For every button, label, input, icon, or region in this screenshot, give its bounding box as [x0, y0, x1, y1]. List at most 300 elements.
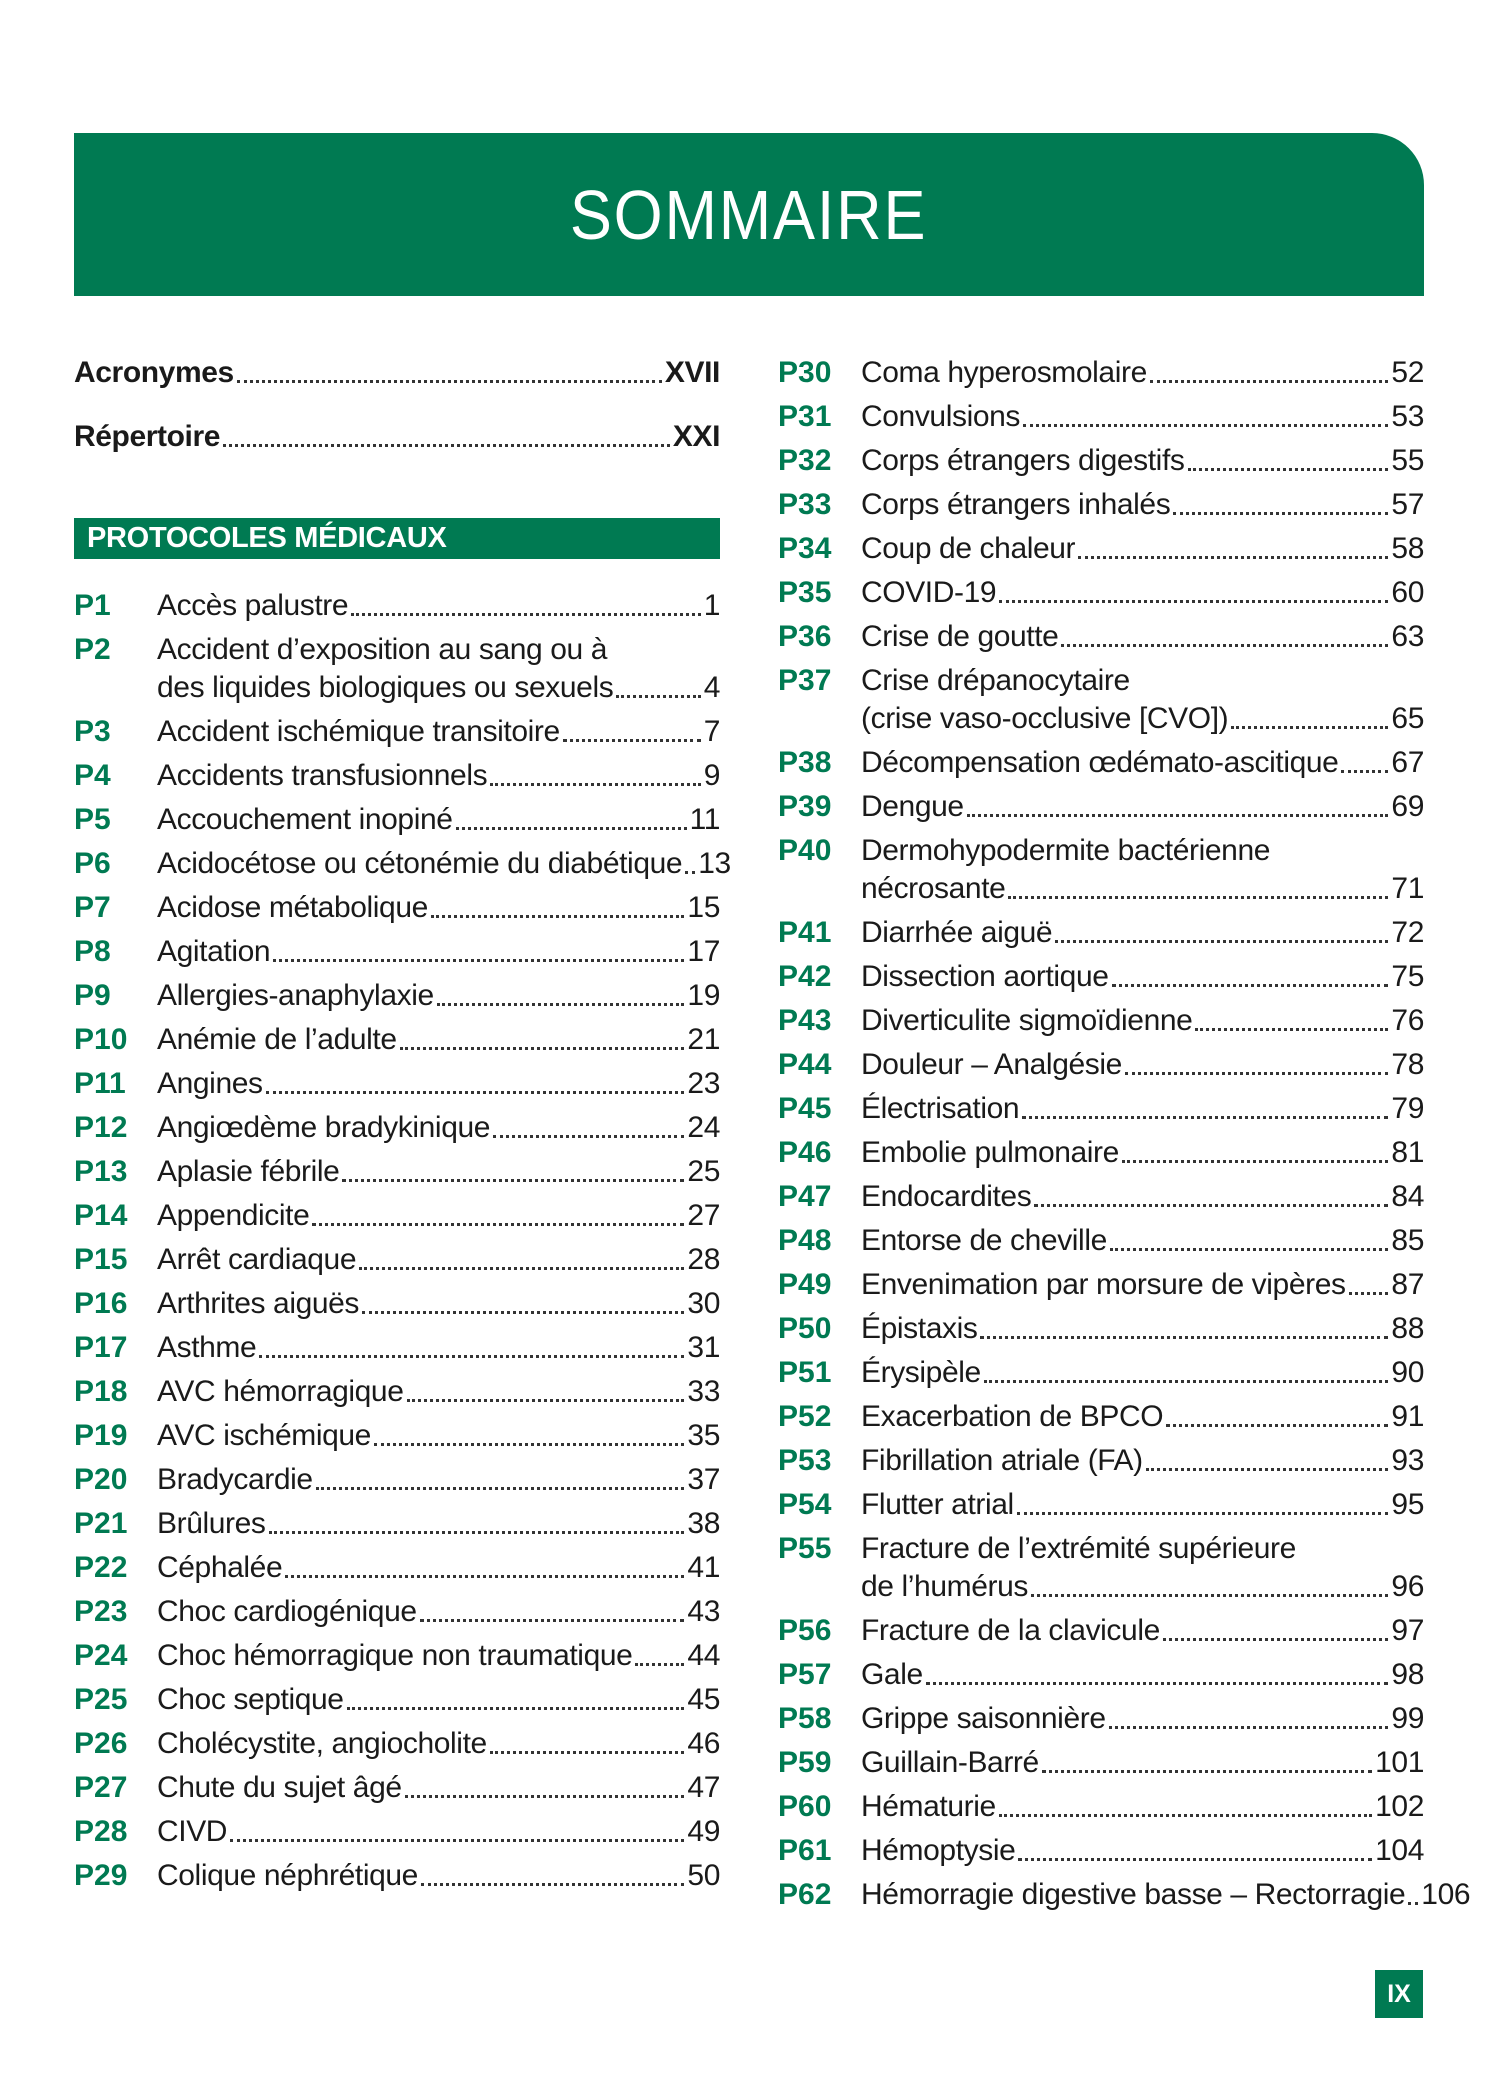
leader-dots [420, 1619, 685, 1622]
leader-dots [1112, 984, 1389, 987]
toc-entry [861, 354, 1424, 392]
protocol-code: P21 [74, 1507, 128, 1540]
leader-dots [999, 1814, 1372, 1817]
protocol-title: Acidocétose ou cétonémie du diabétique [157, 847, 683, 880]
protocol-page: 93 [1391, 1444, 1424, 1477]
protocol-page: 37 [687, 1463, 720, 1496]
protocol-code: P9 [74, 979, 111, 1012]
protocol-title: Coma hyperosmolaire [861, 356, 1147, 389]
leader-dots [926, 1682, 1389, 1685]
toc-item[interactable] [778, 1178, 1424, 1216]
toc-entry [157, 1153, 720, 1191]
leader-dots [1034, 1204, 1388, 1207]
toc-item[interactable] [778, 1486, 1424, 1524]
protocol-code: P33 [778, 488, 832, 521]
protocol-code: P16 [74, 1287, 128, 1320]
protocol-page: 35 [687, 1419, 720, 1452]
protocol-page: 63 [1391, 620, 1424, 653]
protocol-list-left [74, 587, 731, 1895]
protocol-page: 91 [1391, 1400, 1424, 1433]
protocol-page: 7 [703, 715, 720, 748]
toc-entry [861, 618, 1424, 656]
protocol-body [861, 1310, 1424, 1348]
toc-item[interactable] [778, 1354, 1424, 1392]
leader-dots [616, 695, 700, 698]
protocol-body [157, 889, 720, 927]
leader-dots [266, 1091, 685, 1094]
protocol-code: P59 [778, 1746, 832, 1779]
protocol-body [157, 713, 720, 751]
toc-item[interactable] [778, 1398, 1424, 1436]
protocol-title: Accident ischémique transitoire [157, 715, 560, 748]
protocol-title: Bradycardie [157, 1463, 313, 1496]
leader-dots [1122, 1160, 1388, 1163]
protocol-code: P4 [74, 759, 111, 792]
protocol-title: Appendicite [157, 1199, 310, 1232]
protocol-body [157, 977, 720, 1015]
protocol-body [157, 757, 720, 795]
leader-dots [362, 1311, 684, 1314]
protocol-title: Arrêt cardiaque [157, 1243, 357, 1276]
toc-item[interactable] [74, 889, 720, 927]
protocol-code: P12 [74, 1111, 128, 1144]
protocol-code: P3 [74, 715, 111, 748]
protocol-code: P34 [778, 532, 832, 565]
protocol-page: 79 [1391, 1092, 1424, 1125]
leader-dots [230, 1839, 684, 1842]
toc-item[interactable] [74, 1065, 720, 1103]
toc-item[interactable] [74, 1285, 720, 1323]
toc-item[interactable] [778, 788, 1424, 826]
leader-dots [359, 1267, 684, 1270]
protocol-body [861, 832, 1424, 908]
leader-dots [1408, 1902, 1418, 1905]
toc-item[interactable] [74, 1593, 720, 1631]
protocol-page: 43 [687, 1595, 720, 1628]
toc-item[interactable] [74, 1197, 720, 1235]
toc-item[interactable] [778, 1442, 1424, 1480]
protocol-body [861, 1046, 1424, 1084]
toc-entry-page: XXI [672, 420, 720, 453]
leader-dots [1173, 512, 1388, 515]
toc-item[interactable] [778, 1002, 1424, 1040]
toc-item[interactable] [74, 1857, 720, 1895]
toc-item[interactable] [74, 1769, 720, 1807]
protocol-page: 31 [687, 1331, 720, 1364]
protocol-code: P13 [74, 1155, 128, 1188]
toc-entry [861, 788, 1424, 826]
protocol-body [861, 1222, 1424, 1260]
protocol-body [861, 1134, 1424, 1172]
protocol-code: P7 [74, 891, 111, 924]
toc-item[interactable] [74, 1373, 720, 1411]
protocol-code: P24 [74, 1639, 128, 1672]
protocol-code: P2 [74, 633, 111, 666]
leader-dots [431, 915, 685, 918]
toc-item[interactable] [74, 631, 720, 707]
protocol-code: P46 [778, 1136, 832, 1169]
toc-entry [861, 1612, 1424, 1650]
leader-dots [437, 1003, 685, 1006]
toc-item[interactable] [778, 1744, 1424, 1782]
protocol-title: Coup de chaleur [861, 532, 1076, 565]
toc-item[interactable] [778, 832, 1424, 908]
toc-item[interactable] [74, 1549, 720, 1587]
toc-entry-repertoire[interactable] [74, 418, 720, 456]
toc-item[interactable] [74, 1109, 720, 1147]
toc-item[interactable] [778, 1134, 1424, 1172]
protocol-code: P10 [74, 1023, 128, 1056]
protocol-body [861, 1354, 1424, 1392]
protocol-page: 49 [687, 1815, 720, 1848]
protocol-title: Diarrhée aiguë [861, 916, 1053, 949]
protocol-title: Décompensation œdémato-ascitique [861, 746, 1339, 779]
toc-entry [157, 1813, 720, 1851]
toc-item[interactable] [74, 1417, 720, 1455]
toc-entry [157, 1285, 720, 1323]
toc-entry [861, 1442, 1424, 1480]
protocol-page: 21 [687, 1023, 720, 1056]
protocol-code: P37 [778, 664, 832, 697]
protocol-body [157, 1813, 720, 1851]
protocol-body [861, 1002, 1424, 1040]
leader-dots [285, 1575, 684, 1578]
toc-item[interactable] [778, 1876, 1471, 1914]
protocol-title: Fibrillation atriale (FA) [861, 1444, 1143, 1477]
toc-item[interactable] [74, 845, 731, 883]
leader-dots [493, 1135, 684, 1138]
leader-dots [490, 1751, 685, 1754]
protocol-page: 60 [1391, 576, 1424, 609]
toc-item[interactable] [74, 1505, 720, 1543]
toc-entry [157, 1549, 720, 1587]
protocol-page: 84 [1391, 1180, 1424, 1213]
protocol-title: Flutter atrial [861, 1488, 1014, 1521]
protocol-title: Colique néphrétique [157, 1859, 418, 1892]
leader-dots [1018, 1858, 1372, 1861]
protocol-body [157, 1065, 720, 1103]
toc-item[interactable] [778, 530, 1424, 568]
protocol-body [157, 1681, 720, 1719]
toc-entry [861, 870, 1424, 908]
protocol-body [157, 1769, 720, 1807]
toc-entry [157, 757, 720, 795]
protocol-title: Crise de goutte [861, 620, 1059, 653]
toc-entry [157, 801, 720, 839]
protocol-page: 45 [687, 1683, 720, 1716]
protocol-page: 24 [687, 1111, 720, 1144]
protocol-body [157, 1417, 720, 1455]
leader-dots [1166, 1424, 1388, 1427]
protocol-title: Allergies-anaphylaxie [157, 979, 434, 1012]
toc-entry [157, 1329, 720, 1367]
protocol-title: Acidose métabolique [157, 891, 428, 924]
toc-item[interactable] [778, 1832, 1424, 1870]
protocol-page: 81 [1391, 1136, 1424, 1169]
leader-dots [1163, 1638, 1389, 1641]
protocol-page: 53 [1391, 400, 1424, 433]
protocol-title: Endocardites [861, 1180, 1032, 1213]
protocol-body [157, 933, 720, 971]
protocol-body [861, 486, 1424, 524]
toc-entry-acronymes[interactable] [74, 354, 720, 392]
protocol-page: 99 [1391, 1702, 1424, 1735]
toc-item[interactable] [74, 713, 720, 751]
leader-dots [1349, 1292, 1389, 1295]
protocol-title: (crise vaso-occlusive [CVO]) [861, 702, 1229, 735]
protocol-code: P1 [74, 589, 111, 622]
toc-item[interactable] [778, 1090, 1424, 1128]
toc-entry [861, 1090, 1424, 1128]
protocol-body [157, 1285, 720, 1323]
toc-entry [157, 1593, 720, 1631]
protocol-body [861, 788, 1424, 826]
protocol-body [157, 1329, 720, 1367]
protocol-body [861, 1832, 1424, 1870]
toc-item[interactable] [74, 1241, 720, 1279]
protocol-title: Corps étrangers inhalés [861, 488, 1171, 521]
toc-item[interactable] [778, 1530, 1424, 1606]
protocol-body [861, 744, 1424, 782]
protocol-body [861, 1788, 1424, 1826]
protocol-title: COVID-19 [861, 576, 997, 609]
protocol-page: 96 [1391, 1570, 1424, 1603]
protocol-code: P50 [778, 1312, 832, 1345]
toc-entry [861, 1002, 1424, 1040]
protocol-code: P56 [778, 1614, 832, 1647]
leader-dots [1031, 1594, 1388, 1597]
protocol-code: P62 [778, 1878, 832, 1911]
toc-item[interactable] [778, 618, 1424, 656]
protocol-title: nécrosante [861, 872, 1006, 905]
protocol-body [861, 1090, 1424, 1128]
protocol-title: Arthrites aiguës [157, 1287, 360, 1320]
protocol-title: Accouchement inopiné [157, 803, 453, 836]
toc-entry [861, 398, 1424, 436]
toc-item[interactable] [74, 1021, 720, 1059]
protocol-title: Asthme [157, 1331, 257, 1364]
toc-item[interactable] [778, 662, 1424, 738]
toc-item[interactable] [74, 1813, 720, 1851]
leader-dots [1078, 556, 1388, 559]
toc-item[interactable] [74, 1461, 720, 1499]
protocol-title-line: Dermohypodermite bactérienne [861, 834, 1271, 867]
toc-item[interactable] [74, 1153, 720, 1191]
toc-item[interactable] [778, 1046, 1424, 1084]
toc-item[interactable] [778, 442, 1424, 480]
protocol-body [861, 1398, 1424, 1436]
toc-item[interactable] [74, 1681, 720, 1719]
toc-item[interactable] [778, 1266, 1424, 1304]
toc-entry-page: XVII [664, 356, 720, 389]
protocol-code: P42 [778, 960, 832, 993]
protocol-page: 17 [687, 935, 720, 968]
toc-entry [861, 1568, 1424, 1606]
toc-item[interactable] [74, 1329, 720, 1367]
protocol-title: Douleur – Analgésie [861, 1048, 1122, 1081]
protocol-code: P11 [74, 1067, 126, 1100]
toc-item[interactable] [778, 1222, 1424, 1260]
toc-item[interactable] [778, 486, 1424, 524]
protocol-body [157, 1593, 720, 1631]
toc-item[interactable] [778, 1310, 1424, 1348]
protocol-page: 19 [687, 979, 720, 1012]
protocol-body [157, 1241, 720, 1279]
protocol-title: Anémie de l’adulte [157, 1023, 397, 1056]
protocol-body [861, 1876, 1470, 1914]
protocol-page: 88 [1391, 1312, 1424, 1345]
protocol-code: P17 [74, 1331, 128, 1364]
protocol-title: Chute du sujet âgé [157, 1771, 402, 1804]
protocol-body [157, 1197, 720, 1235]
toc-item[interactable] [778, 744, 1424, 782]
protocol-title: Dissection aortique [861, 960, 1109, 993]
toc-right-column [778, 354, 1471, 1920]
protocol-page: 38 [687, 1507, 720, 1540]
leader-dots [1061, 644, 1388, 647]
title-banner [74, 133, 1424, 296]
leader-dots [400, 1047, 685, 1050]
page-title: SOMMAIRE [570, 175, 928, 254]
toc-entry [861, 700, 1424, 738]
protocol-code: P15 [74, 1243, 128, 1276]
protocol-title-line: Crise drépanocytaire [861, 664, 1130, 697]
toc-entry [157, 1197, 720, 1235]
leader-dots [269, 1531, 685, 1534]
toc-entry [861, 1266, 1424, 1304]
protocol-page: 65 [1391, 702, 1424, 735]
protocol-body [157, 801, 720, 839]
protocol-code: P19 [74, 1419, 128, 1452]
toc-item[interactable] [74, 1725, 720, 1763]
toc-item[interactable] [778, 354, 1424, 392]
protocol-body [861, 442, 1424, 480]
toc-entry [861, 1046, 1424, 1084]
toc-entry [861, 1700, 1424, 1738]
toc-entry [861, 1486, 1424, 1524]
toc-entry [861, 1178, 1424, 1216]
toc-entry-label: Acronymes [74, 356, 234, 389]
toc-item[interactable] [74, 933, 720, 971]
leader-dots [984, 1380, 1389, 1383]
toc-entry [157, 1461, 720, 1499]
protocol-title: Guillain-Barré [861, 1746, 1039, 1779]
protocol-title: Choc cardiogénique [157, 1595, 417, 1628]
protocol-title: Érysipèle [861, 1356, 981, 1389]
toc-item[interactable] [778, 574, 1424, 612]
protocol-title: Exacerbation de BPCO [861, 1400, 1164, 1433]
toc-item[interactable] [778, 1700, 1424, 1738]
protocol-title: Accidents transfusionnels [157, 759, 488, 792]
protocol-page: 15 [687, 891, 720, 924]
leader-dots [351, 613, 701, 616]
protocol-code: P29 [74, 1859, 128, 1892]
protocol-code: P51 [778, 1356, 832, 1389]
toc-item[interactable] [778, 398, 1424, 436]
toc-entry [157, 1769, 720, 1807]
protocol-code: P5 [74, 803, 111, 836]
protocol-code: P57 [778, 1658, 832, 1691]
protocol-page: 47 [687, 1771, 720, 1804]
toc-item[interactable] [74, 587, 720, 625]
protocol-code: P28 [74, 1815, 128, 1848]
leader-dots [259, 1355, 684, 1358]
protocol-body [157, 1461, 720, 1499]
protocol-page: 30 [687, 1287, 720, 1320]
page-number-badge: IX [1375, 1970, 1423, 2018]
toc-item[interactable] [778, 914, 1424, 952]
protocol-page: 106 [1421, 1878, 1471, 1911]
section-header: PROTOCOLES MÉDICAUX [74, 518, 720, 559]
protocol-body [157, 631, 720, 707]
leader-dots [1022, 1116, 1388, 1119]
protocol-page: 95 [1391, 1488, 1424, 1521]
protocol-page: 23 [687, 1067, 720, 1100]
leader-dots [1110, 1248, 1389, 1251]
protocol-title: Angines [157, 1067, 263, 1100]
protocol-code: P32 [778, 444, 832, 477]
toc-item[interactable] [778, 958, 1424, 996]
protocol-page: 102 [1375, 1790, 1424, 1823]
protocol-page: 52 [1391, 356, 1424, 389]
protocol-title: Dengue [861, 790, 964, 823]
toc-item[interactable] [778, 1656, 1424, 1694]
toc-item[interactable] [778, 1788, 1424, 1826]
protocol-page: 44 [687, 1639, 720, 1672]
toc-entry [861, 1398, 1424, 1436]
protocol-title: Choc septique [157, 1683, 344, 1716]
leader-dots [273, 959, 684, 962]
protocol-body [861, 398, 1424, 436]
protocol-page: 58 [1391, 532, 1424, 565]
protocol-body [157, 1153, 720, 1191]
leader-dots [490, 783, 701, 786]
protocol-title: Fracture de la clavicule [861, 1614, 1160, 1647]
protocol-list-right [778, 354, 1471, 1914]
protocol-code: P8 [74, 935, 111, 968]
leader-dots [1231, 726, 1388, 729]
leader-dots [312, 1223, 684, 1226]
toc-entry [157, 1109, 720, 1147]
leader-dots [1146, 1468, 1389, 1471]
toc-entry [157, 669, 720, 707]
leader-dots [374, 1443, 684, 1446]
toc-entry [157, 1241, 720, 1279]
protocol-title: Angiœdème bradykinique [157, 1111, 491, 1144]
toc-entry [157, 845, 731, 883]
leader-dots [1188, 468, 1389, 471]
toc-item[interactable] [74, 977, 720, 1015]
leader-dots [1195, 1028, 1388, 1031]
toc-item[interactable] [74, 801, 720, 839]
protocol-code: P44 [778, 1048, 832, 1081]
protocol-body [861, 1744, 1424, 1782]
toc-entry [861, 1656, 1424, 1694]
protocol-code: P58 [778, 1702, 832, 1735]
protocol-code: P48 [778, 1224, 832, 1257]
toc-entry [861, 1832, 1424, 1870]
toc-entry [157, 977, 720, 1015]
leader-dots [563, 739, 701, 742]
protocol-page: 101 [1375, 1746, 1424, 1779]
leader-dots [980, 1336, 1388, 1339]
toc-entry [861, 914, 1424, 952]
protocol-body [157, 1725, 720, 1763]
protocol-page: 98 [1391, 1658, 1424, 1691]
toc-item[interactable] [74, 1637, 720, 1675]
toc-item[interactable] [74, 757, 720, 795]
toc-item[interactable] [778, 1612, 1424, 1650]
